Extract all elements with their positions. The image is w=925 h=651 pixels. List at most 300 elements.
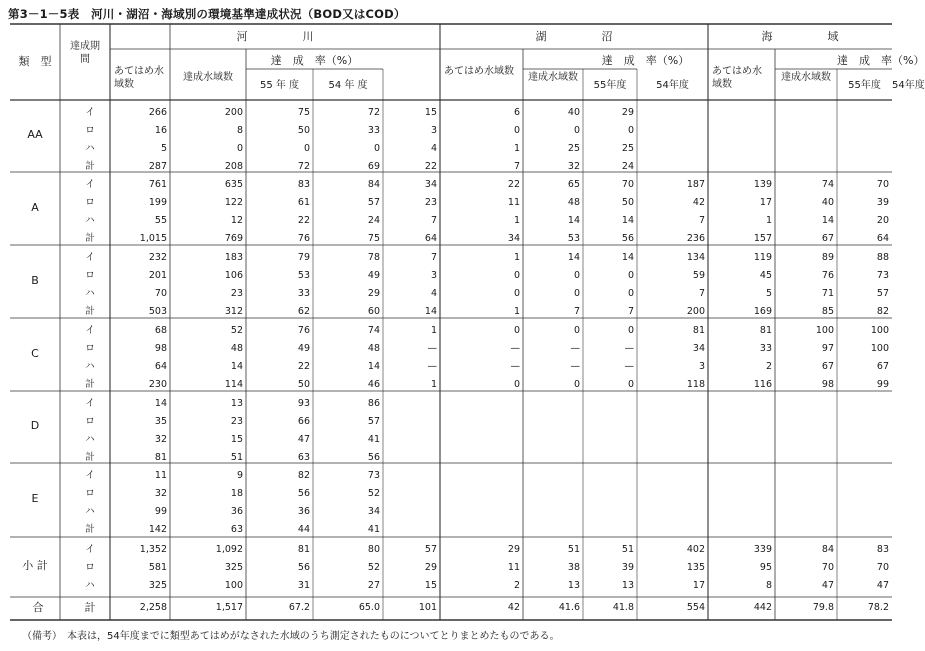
table-cell: 339 [753,544,772,555]
table-cell: 41 [367,524,380,535]
table-cell: 62 [297,306,310,317]
table-cell: 57 [367,197,380,208]
table-cell: 89 [821,252,834,263]
total-cell: 41.6 [558,602,580,613]
table-cell: 34 [367,506,380,517]
table-cell: 6 [513,107,520,118]
period-label: ロ [85,197,95,208]
table-cell: 93 [297,398,310,409]
table-cell: 14 [567,252,580,263]
table-cell: 14 [821,215,834,226]
table-cell: 7 [698,288,705,299]
table-cell: 51 [230,452,243,463]
header-lake: 湖 沼 [535,30,613,43]
table-cell: 35 [154,416,167,427]
table-cell: 581 [148,562,167,573]
table-cell: 14 [424,306,437,317]
table-cell: 99 [154,506,167,517]
table-cell: — [570,343,580,354]
table-cell: 3 [430,125,437,136]
period-label: ロ [85,343,95,354]
header-year-55: 55 年 度 [259,80,300,91]
table-cell: 56 [367,452,380,463]
table-cell: 1 [513,143,520,154]
table-cell: 7 [573,306,580,317]
period-label: ハ [85,288,95,299]
table-cell: 22 [297,361,310,372]
table-cell: 47 [821,580,834,591]
table-cell: 49 [367,270,380,281]
total-cell: 78.2 [867,602,889,613]
table-cell: 0 [513,288,520,299]
table-cell: 135 [686,562,705,573]
table-cell: 29 [621,107,634,118]
period-label: イ [85,470,95,481]
header-rate: 達 成 率（%） [270,54,359,67]
table-cell: 63 [230,524,243,535]
table-cell: 0 [573,125,580,136]
table-cell: 67 [821,233,834,244]
table-cell: 56 [297,562,310,573]
period-label: 計 [85,161,95,172]
table-cell: 51 [567,544,580,555]
table-cell: 34 [424,179,437,190]
period-label: ロ [85,416,95,427]
header-designated: あてはめ水域数 [712,66,762,90]
group-label: D [30,419,40,432]
table-cell: 48 [567,197,580,208]
table-cell: 232 [148,252,167,263]
table-cell: 29 [507,544,520,555]
total-cell: 79.8 [812,602,834,613]
table-cell: 1,352 [139,544,167,555]
header-river: 河 川 [236,30,314,43]
header-rate: 達 成 率（%） [601,54,690,67]
table-cell: 0 [513,270,520,281]
period-label: ハ [85,143,95,154]
table-cell: 17 [692,580,705,591]
table-cell: 57 [876,288,889,299]
total-cell: 2,258 [139,602,167,613]
table-cell: 64 [154,361,167,372]
table-cell: 63 [297,452,310,463]
total-cell: 101 [418,602,437,613]
table-cell: 38 [567,562,580,573]
table-cell: 183 [224,252,243,263]
table-cell: 52 [367,488,380,499]
table-cell: 4 [430,143,437,154]
table-cell: 27 [367,580,380,591]
table-cell: 266 [148,107,167,118]
table-cell: 0 [573,270,580,281]
table-cell: 34 [692,343,705,354]
header-designated: あてはめ水域数 [114,66,164,90]
table-cell: 14 [154,398,167,409]
table-cell: 22 [507,179,520,190]
table-cell: 22 [424,161,437,172]
table-cell: 70 [876,562,889,573]
table-cell: 11 [507,197,520,208]
table-cell: 13 [567,580,580,591]
table-cell: 24 [621,161,634,172]
table-cell: 70 [621,179,634,190]
table-cell: 98 [154,343,167,354]
table-cell: 25 [621,143,634,154]
table-cell: 1 [513,306,520,317]
table-cell: 64 [424,233,437,244]
group-label: AA [27,128,43,141]
table-cell: 200 [686,306,705,317]
table-cell: 11 [154,470,167,481]
table-cell: 97 [821,343,834,354]
table-cell: 29 [367,288,380,299]
table-cell: 48 [230,343,243,354]
table-cell: 84 [821,544,834,555]
table-cell: — [624,343,634,354]
header-year-54: 54年度 [656,80,689,91]
total-cell: 442 [753,602,772,613]
table-cell: 25 [567,143,580,154]
table-cell: 0 [513,125,520,136]
table-cell: 47 [297,434,310,445]
table-cell: 100 [870,343,889,354]
table-cell: 0 [627,270,634,281]
table-cell: 56 [621,233,634,244]
table-cell: 50 [297,379,310,390]
table-cell: 7 [513,161,520,172]
period-label: ロ [85,488,95,499]
table-cell: 0 [236,143,243,154]
table-cell: — [427,343,437,354]
table-cell: 50 [621,197,634,208]
table-cell: 79 [297,252,310,263]
table-cell: 40 [567,107,580,118]
table-cell: 85 [821,306,834,317]
table-cell: 82 [297,470,310,481]
header-year-54: 54年度 [892,80,925,91]
table-cell: 67 [876,361,889,372]
header-achieved: 達成水域数 [781,72,831,83]
table-cell: 86 [367,398,380,409]
group-label: E [31,492,39,505]
table-cell: 88 [876,252,889,263]
table-cell: 312 [224,306,243,317]
table-cell: 236 [686,233,705,244]
table-cell: 67 [821,361,834,372]
period-label: イ [85,398,95,409]
table-cell: 71 [821,288,834,299]
table-cell: 74 [367,325,380,336]
table-cell: 65 [567,179,580,190]
table-cell: — [570,361,580,372]
header-period: 達成期間 [70,41,100,65]
table-cell: 75 [297,107,310,118]
table-cell: 200 [224,107,243,118]
table-cell: 39 [621,562,634,573]
table-cell: 11 [507,562,520,573]
table-cell: 7 [627,306,634,317]
table-cell: 635 [224,179,243,190]
table-cell: 47 [876,580,889,591]
table-cell: 70 [821,562,834,573]
table-cell: 83 [297,179,310,190]
table-cell: 76 [297,325,310,336]
period-label: ハ [85,215,95,226]
table-cell: 42 [692,197,705,208]
group-label: A [31,201,39,214]
period-label: 計 [85,306,95,317]
table-cell: 134 [686,252,705,263]
table-cell: 7 [430,215,437,226]
table-cell: 18 [230,488,243,499]
table-cell: 32 [154,488,167,499]
period-label: 計 [85,524,95,535]
table-cell: 22 [297,215,310,226]
table-cell: 53 [567,233,580,244]
table-cell: 2 [765,361,772,372]
table-cell: 70 [876,179,889,190]
table-cell: 68 [154,325,167,336]
table-cell: 0 [303,143,310,154]
period-label: イ [85,544,95,555]
table-cell: 100 [224,580,243,591]
table-cell: 14 [230,361,243,372]
table-cell: 32 [154,434,167,445]
table-cell: 12 [230,215,243,226]
table-cell: 503 [148,306,167,317]
table-cell: 0 [627,288,634,299]
table-cell: 48 [367,343,380,354]
table-cell: 139 [753,179,772,190]
total-cell: 67.2 [288,602,310,613]
period-label: ロ [85,270,95,281]
table-cell: 76 [821,270,834,281]
table-cell: 15 [424,107,437,118]
total-cell: 1,517 [215,602,243,613]
table-cell: 56 [297,488,310,499]
table-cell: 1 [765,215,772,226]
table-cell: 0 [513,325,520,336]
table-cell: 13 [621,580,634,591]
table-cell: 32 [567,161,580,172]
table-cell: 0 [573,379,580,390]
group-label: B [31,274,39,287]
table-cell: — [510,361,520,372]
table-cell: 187 [686,179,705,190]
header-achieved: 達成水域数 [183,72,233,83]
header-designated: あてはめ水域数 [444,66,514,77]
table-cell: 208 [224,161,243,172]
period-label: イ [85,107,95,118]
table-cell: 81 [154,452,167,463]
table-cell: 82 [876,306,889,317]
table-cell: 100 [870,325,889,336]
table-cell: 2 [513,580,520,591]
table-cell: 31 [297,580,310,591]
table-cell: 1,092 [215,544,243,555]
table-cell: 14 [621,252,634,263]
table-cell: 81 [759,325,772,336]
table-cell: 142 [148,524,167,535]
table-cell: 46 [367,379,380,390]
table-cell: 33 [367,125,380,136]
table-cell: 72 [367,107,380,118]
table-cell: 169 [753,306,772,317]
table-cell: 50 [297,125,310,136]
table-cell: 7 [430,252,437,263]
table-cell: 36 [297,506,310,517]
table-cell: 0 [573,288,580,299]
table-cell: 61 [297,197,310,208]
table-cell: 0 [627,325,634,336]
table-cell: 1,015 [139,233,167,244]
table-cell: 33 [759,343,772,354]
table-cell: — [624,361,634,372]
table-cell: 72 [297,161,310,172]
table-cell: 23 [230,416,243,427]
period-label: ロ [85,125,95,136]
total-cell: 41.8 [612,602,634,613]
table-cell: 5 [765,288,772,299]
table-cell: 106 [224,270,243,281]
table-cell: 402 [686,544,705,555]
table-cell: 3 [698,361,705,372]
table-cell: 761 [148,179,167,190]
period-label: ハ [85,506,95,517]
table-cell: 64 [876,233,889,244]
table-cell: 29 [424,562,437,573]
table-cell: 8 [765,580,772,591]
period-label: ハ [85,361,95,372]
period-label: イ [85,325,95,336]
table-cell: 81 [692,325,705,336]
total-label: 合 [32,601,44,614]
table-cell: 17 [759,197,772,208]
table-cell: 100 [815,325,834,336]
table-cell: 1 [430,325,437,336]
table-cell: 74 [821,179,834,190]
table-cell: 1 [513,215,520,226]
table-cell: 83 [876,544,889,555]
table-cell: 0 [627,125,634,136]
table-cell: — [510,343,520,354]
table-cell: 4 [430,288,437,299]
table-cell: 7 [698,215,705,226]
table-cell: 0 [373,143,380,154]
table-cell: 84 [367,179,380,190]
table-cell: 114 [224,379,243,390]
table-cell: 70 [154,288,167,299]
table-cell: 59 [692,270,705,281]
table-cell: 24 [367,215,380,226]
table-cell: 51 [621,544,634,555]
table-cell: 1 [513,252,520,263]
table-cell: 52 [230,325,243,336]
table-cell: 230 [148,379,167,390]
table-cell: 1 [430,379,437,390]
table-cell: 15 [230,434,243,445]
table-cell: 122 [224,197,243,208]
table-cell: 66 [297,416,310,427]
table-cell: 57 [367,416,380,427]
table-cell: 9 [236,470,243,481]
period-label: 計 [85,233,95,244]
table-cell: 0 [513,379,520,390]
table-cell: 98 [821,379,834,390]
table-cell: 57 [424,544,437,555]
table-cell: 16 [154,125,167,136]
table-cell: 5 [160,143,167,154]
period-label: 計 [85,379,95,390]
group-label: C [31,347,39,360]
table-cell: 119 [753,252,772,263]
table-cell: 60 [367,306,380,317]
period-label: イ [85,252,95,263]
period-label: イ [85,179,95,190]
table-cell: 3 [430,270,437,281]
table-cell: 69 [367,161,380,172]
table-cell: 33 [297,288,310,299]
table-cell: 14 [567,215,580,226]
table-cell: 76 [297,233,310,244]
period-label: ハ [85,580,95,591]
table-cell: 81 [297,544,310,555]
table-cell: 118 [686,379,705,390]
table-cell: 99 [876,379,889,390]
table-cell: 15 [424,580,437,591]
table-cell: 41 [367,434,380,445]
table-cell: 13 [230,398,243,409]
table-cell: 23 [230,288,243,299]
table-cell: 201 [148,270,167,281]
table-cell: 45 [759,270,772,281]
table-cell: 52 [367,562,380,573]
table-cell: 39 [876,197,889,208]
table-cell: 73 [367,470,380,481]
group-label: 小 計 [22,559,48,572]
table-cell: 14 [621,215,634,226]
period-label: ロ [85,562,95,573]
header-year-55: 55年度 [848,80,881,91]
header-year-55: 55年度 [593,80,627,91]
table-cell: 287 [148,161,167,172]
table-cell: 55 [154,215,167,226]
table-cell: 34 [507,233,520,244]
table-cell: 95 [759,562,772,573]
table-cell: 157 [753,233,772,244]
table-cell: 0 [627,379,634,390]
table-cell: — [427,361,437,372]
table-cell: 325 [148,580,167,591]
total-cell: 554 [686,602,705,613]
total-cell: 42 [507,602,520,613]
total-label: 計 [84,601,96,614]
table-cell: 0 [573,325,580,336]
table-cell: 325 [224,562,243,573]
period-label: 計 [85,452,95,463]
header-rate: 達 成 率（%） [837,54,925,67]
table-cell: 49 [297,343,310,354]
table-cell: 199 [148,197,167,208]
table-note: （備考） 本表は，54年度までに類型あてはめがなされた水域のうち測定されたものについてとりまとめたものである。 [22,631,560,642]
table-cell: 14 [367,361,380,372]
header-sea: 海 域 [761,30,839,43]
period-label: ハ [85,434,95,445]
table-cell: 116 [753,379,772,390]
table-cell: 20 [876,215,889,226]
table-cell: 769 [224,233,243,244]
table-cell: 53 [297,270,310,281]
